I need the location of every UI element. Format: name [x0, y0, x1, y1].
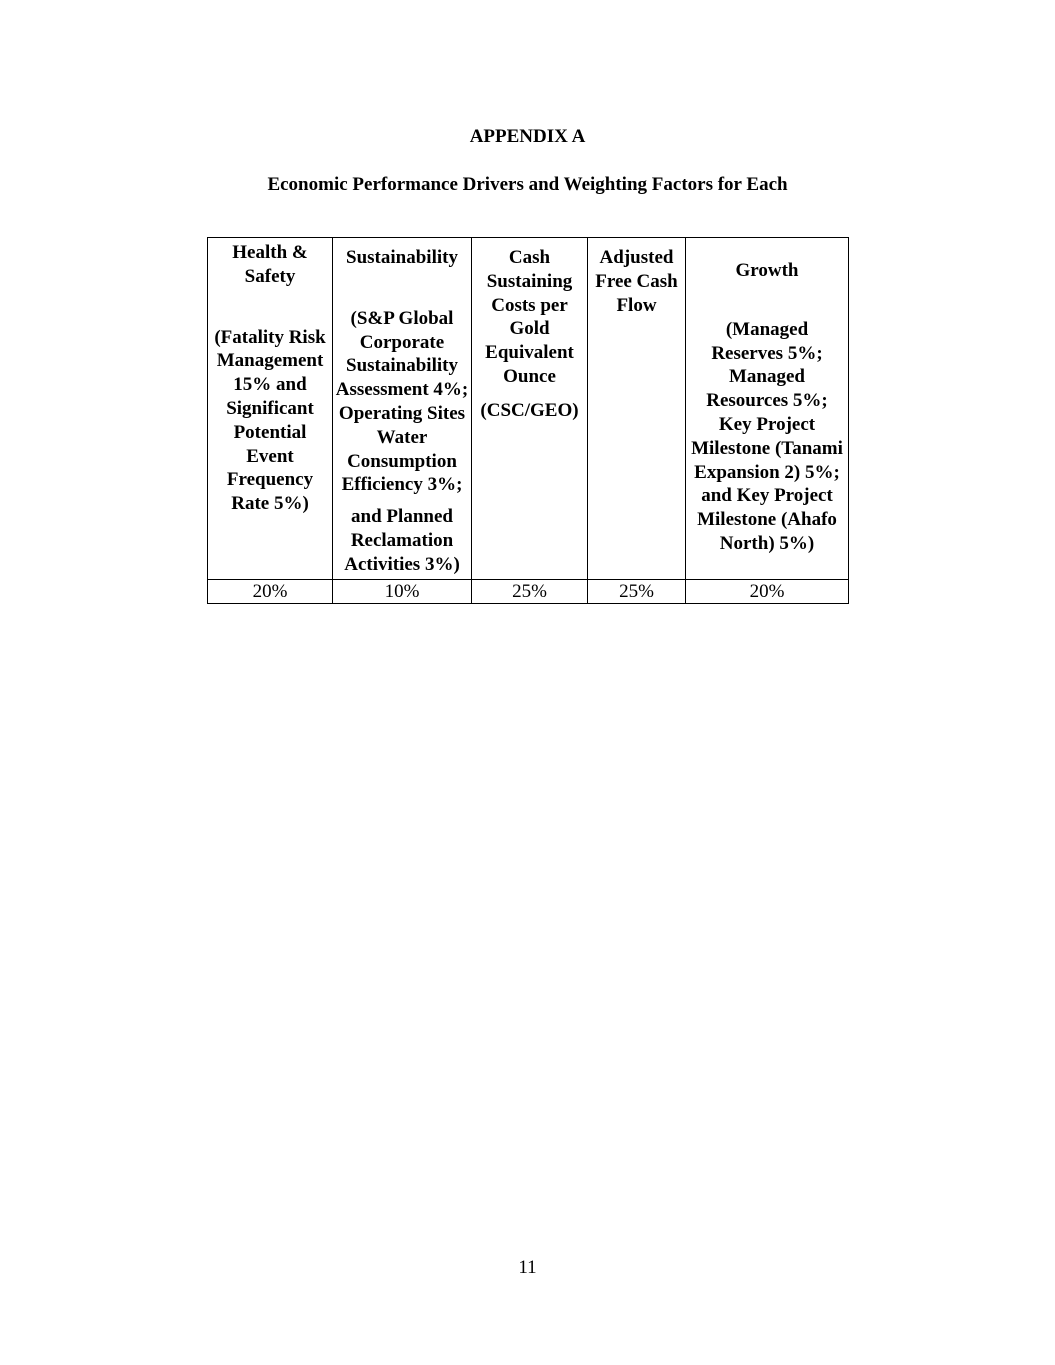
health-safety-title: Health & Safety — [232, 242, 308, 287]
growth-title: Growth — [735, 260, 799, 281]
adjusted-free-cash-flow-title: Adjusted Free Cash Flow — [595, 247, 678, 316]
sustainability-title: Sustainability — [346, 247, 458, 268]
weight-cash-sustaining-costs: 25% — [472, 579, 588, 603]
growth-detail: (Managed Reserves 5%; Managed Resources 5%; Key Project Milestone (Tanami Expansion 2) 5%; and Key Project Milestone (Ahafo North) 5%) — [691, 318, 843, 554]
sustainability-detail-continued: and Planned Reclamation Activities 3%) — [344, 506, 460, 575]
header-health-safety — [208, 238, 333, 580]
cash-sustaining-costs-detail: (CSC/GEO) — [480, 399, 579, 421]
weight-health-safety: 20% — [208, 579, 333, 603]
weight-adjusted-free-cash-flow: 25% — [588, 579, 686, 603]
header-adjusted-free-cash-flow — [588, 238, 686, 580]
weight-growth: 20% — [686, 579, 849, 603]
page-number: 11 — [518, 1257, 537, 1278]
header-growth — [686, 238, 849, 580]
sustainability-detail: (S&P Global Corporate Sustainability Assessment 4%; Operating Sites Water Consumption Efficiency 3%; — [335, 307, 469, 496]
header-sustainability — [333, 238, 472, 580]
table-header-row — [208, 238, 849, 580]
appendix-subtitle: Economic Performance Drivers and Weighting Factors for Each — [267, 174, 788, 195]
header-cash-sustaining-costs — [472, 238, 588, 580]
cash-sustaining-costs-title: Cash Sustaining Costs per Gold Equivalent Ounce — [485, 247, 574, 387]
table-weight-row — [208, 579, 849, 603]
health-safety-detail: (Fatality Risk Management 15% and Significant Potential Event Frequency Rate 5%) — [214, 326, 326, 515]
performance-drivers-table — [207, 237, 849, 604]
appendix-title: APPENDIX A — [469, 126, 586, 147]
weight-sustainability: 10% — [333, 579, 472, 603]
